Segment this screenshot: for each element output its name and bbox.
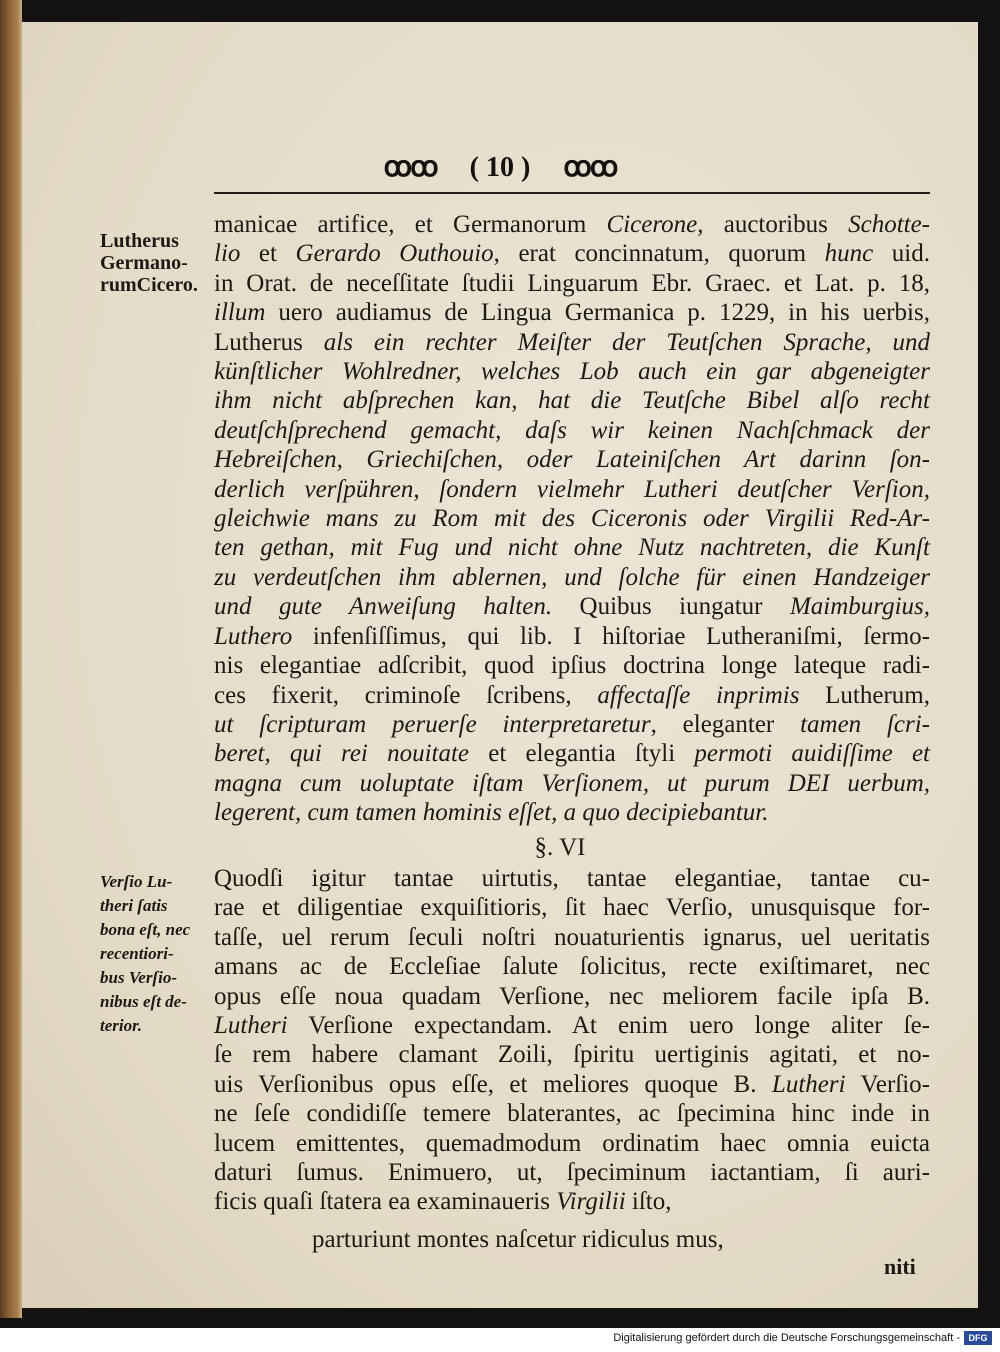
paragraph-2: [214, 864, 930, 1217]
text-line: [214, 239, 930, 268]
book-page: [22, 22, 978, 1308]
text-run: hunc: [824, 240, 874, 268]
text-line: [214, 982, 930, 1011]
text-line: [214, 710, 930, 739]
text-line: [214, 504, 930, 533]
text-run: Quodſi igitur tantae uirtutis, tantae elegantiae, tantae cu-: [214, 865, 930, 892]
text-run: infenſiſſimus, qui lib. I hiſtoriae Lutheraniſmi, ſermo-: [292, 622, 930, 650]
text-line: [214, 445, 930, 474]
text-run: tamen ſcri-: [800, 710, 930, 738]
text-line: [214, 1011, 930, 1040]
page-header: [22, 150, 978, 184]
header-rule: [214, 192, 930, 194]
text-line: [214, 416, 930, 445]
digitization-footer: [0, 1328, 1000, 1352]
margin-note-line: theri ſatis: [100, 896, 168, 915]
text-run: Virgilii: [556, 1188, 626, 1216]
text-run: nis elegantiae adſcribit, quod ipſius doctrina longe lateque radi-: [214, 652, 930, 680]
text-line: [214, 210, 930, 239]
text-run: Lutherus: [214, 328, 324, 356]
margin-note-line: rumCicero.: [100, 274, 198, 296]
margin-note-versio: [100, 870, 230, 1038]
text-run: taſſe, uel rerum ſeculi noſtri nouaturientis ignarus, uel ueritatis: [214, 923, 930, 951]
text-line: [214, 1158, 930, 1187]
text-line: [214, 1040, 930, 1069]
text-run: , eleganter: [650, 710, 801, 738]
text-line: [214, 563, 930, 592]
text-line: [214, 475, 930, 504]
text-run: legerent, cum tamen hominis eſſet, a quo decipiebantur.: [214, 799, 769, 827]
text-run: lucem emittentes, quemadmodum ordinatim haec omnia euicta: [214, 1129, 930, 1157]
verse-quotation: parturiunt montes naſcetur ridiculus mus,: [312, 1226, 724, 1253]
text-run: künſtlicher Wohlredner, welches Lob auch ein gar abgeneigter: [214, 358, 930, 386]
text-line: [214, 269, 930, 298]
text-run: Cicerone: [606, 211, 698, 238]
catchword: niti: [884, 1254, 916, 1279]
text-line: [214, 923, 930, 952]
text-run: uid.: [873, 240, 930, 268]
section-heading: §. VI: [534, 834, 586, 861]
margin-note-line: Germano-: [100, 252, 188, 274]
margin-note-line: Verſio Lu-: [100, 872, 173, 891]
text-run: derlich verſpühren, ſondern vielmehr Lutheri deutſcher Verſion,: [214, 475, 930, 503]
text-run: et: [240, 240, 296, 268]
text-run: Quibus iungatur: [552, 593, 790, 621]
text-run: Gerardo Outhouio: [295, 240, 494, 268]
text-run: magna cum uoluptate iſtam Verſionem, ut purum DEI uerbum,: [214, 769, 930, 797]
margin-note-line: recentiori-: [100, 944, 174, 963]
text-run: Schotte-: [848, 211, 931, 238]
text-run: Lutheri: [214, 1012, 288, 1040]
text-run: , auctoribus: [697, 211, 849, 238]
text-run: ne ſeſe condidiſſe temere blaterantes, ac ſpecimina hinc inde in: [214, 1100, 930, 1128]
text-run: Verſio-: [845, 1070, 930, 1098]
margin-note-line: terior.: [100, 1016, 143, 1035]
text-run: Maimburgius,: [789, 593, 930, 621]
text-run: affectaſſe inprimis: [597, 681, 800, 709]
text-run: lio: [214, 240, 241, 268]
text-line: [214, 386, 930, 415]
text-run: et elegantia ſtyli: [469, 740, 695, 768]
text-line: [214, 592, 930, 621]
text-line: [214, 298, 930, 327]
dfg-logo-icon: DFG: [964, 1331, 992, 1345]
text-line: [214, 769, 930, 798]
footer-credit: Digitalisierung gefördert durch die Deutsche Forschungsgemeinschaft -: [613, 1332, 960, 1344]
paragraph-1: [214, 210, 930, 828]
text-run: iſto,: [625, 1188, 672, 1216]
margin-note-line: bus Verſio-: [100, 968, 177, 987]
ornament-left-icon: ꝏꝏ: [383, 152, 437, 183]
text-run: Hebreiſchen, Griechiſchen, oder Lateiniſchen Art darinn ſon-: [214, 446, 930, 474]
text-line: [214, 357, 930, 386]
text-run: ſe rem habere clamant Zoili, ſpiritu uertiginis agitati, et no-: [214, 1041, 930, 1069]
margin-note-line: nibus eſt de-: [100, 992, 187, 1011]
text-line: [214, 739, 930, 768]
text-line: [214, 328, 930, 357]
text-run: in Orat. de neceſſitate ſtudii Linguarum Ebr. Graec. et Lat. p. 18,: [214, 269, 930, 297]
margin-note-line: bona eſt, nec: [100, 920, 191, 939]
text-run: manicae artifice, et Germanorum: [214, 211, 607, 238]
text-run: ces fixerit, criminoſe ſcribens,: [214, 681, 598, 709]
text-run: permoti auidiſſime et: [694, 740, 930, 768]
text-line: [214, 651, 930, 680]
text-run: Lutherum,: [799, 681, 930, 709]
text-line: [214, 533, 930, 562]
text-line: [214, 893, 930, 922]
text-run: , erat concinnatum, quorum: [493, 240, 825, 268]
text-run: beret, qui rei nouitate: [214, 740, 470, 768]
text-run: rae et diligentiae exquiſitioris, ſit haec Verſio, unusquisque for-: [214, 894, 930, 922]
text-line: [214, 1070, 930, 1099]
text-run: uis Verſionibus opus eſſe, et meliores quoque B.: [214, 1070, 772, 1098]
text-run: opus eſſe noua quadam Verſione, nec meliorem facile ipſa B.: [214, 982, 930, 1010]
text-run: Luthero: [214, 622, 293, 650]
text-run: als ein rechter Meiſter der Teutſchen Sprache, und: [323, 328, 930, 356]
text-run: ihm nicht abſprechen kan, hat die Teutſche Bibel alſo recht: [214, 387, 930, 415]
text-line: [214, 622, 930, 651]
text-run: ficis quaſi ſtatera ea examinaueris: [214, 1188, 557, 1216]
book-page-edge: [0, 0, 22, 1318]
text-line: [214, 864, 930, 893]
page-number: ( 10 ): [469, 152, 531, 183]
text-run: zu verdeutſchen ihm ablernen, und ſolche für einen Handzeiger: [214, 563, 930, 591]
text-line: [214, 952, 930, 981]
text-run: daturi ſumus. Enimuero, ut, ſpeciminum iactantiam, ſi auri-: [214, 1159, 930, 1187]
margin-note-line: Lutherus: [100, 230, 179, 252]
text-run: Lutheri: [771, 1070, 846, 1098]
text-line: [214, 1099, 930, 1128]
text-run: Verſione expectandam. At enim uero longe aliter ſe-: [287, 1012, 930, 1040]
text-line: [214, 1187, 930, 1216]
text-run: deutſchſprechend gemacht, daſs wir keinen Nachſchmack der: [214, 416, 930, 444]
text-line: [214, 798, 930, 827]
margin-note-lutherus: [100, 230, 220, 296]
text-run: illum: [214, 299, 266, 327]
text-run: gleichwie mans zu Rom mit des Ciceronis oder Virgilii Red-Ar-: [214, 505, 930, 533]
text-run: und gute Anweiſung halten.: [214, 593, 553, 621]
text-run: uero audiamus de Lingua Germanica p. 1229, in his uerbis,: [265, 299, 930, 327]
text-run: ut ſcripturam peruerſe interpretaretur: [214, 710, 651, 738]
text-run: ten gethan, mit Fug und nicht ohne Nutz nachtreten, die Kunſt: [214, 534, 930, 562]
text-run: amans ac de Eccleſiae ſalute ſolicitus, recte exiſtimaret, nec: [214, 953, 930, 981]
text-line: [214, 681, 930, 710]
text-line: [214, 1129, 930, 1158]
ornament-right-icon: ꝏꝏ: [563, 152, 617, 183]
